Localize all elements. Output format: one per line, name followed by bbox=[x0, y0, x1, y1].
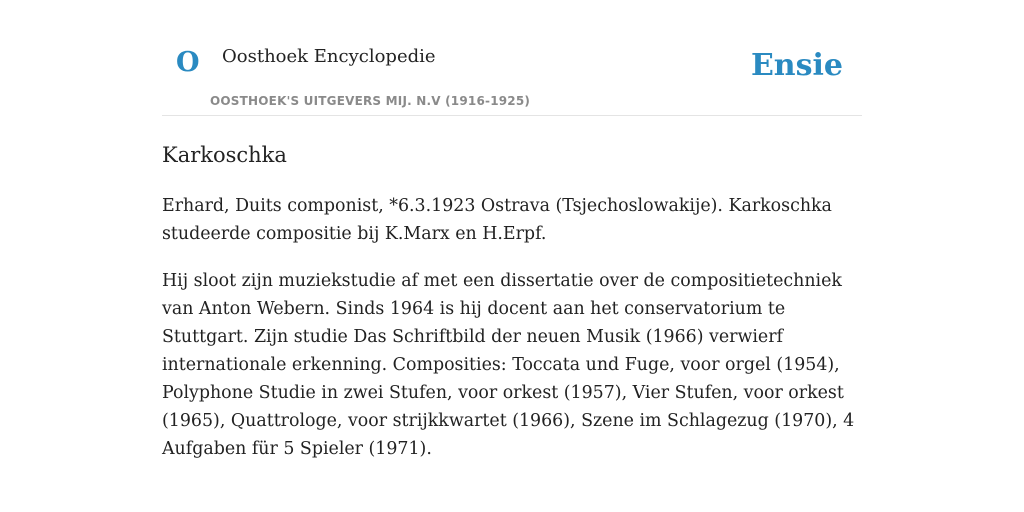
source-header bbox=[162, 0, 862, 116]
entry-paragraph: Hij sloot zijn muziekstudie af met een dissertatie over de compositietechniek van Anton Webern. Sinds 1964 is hij docent aan het conservatorium te Stuttgart. Zijn studie Das Schriftbild der neuen Musik (1966) verwierf internationale erkenning. Composities: Toccata und Fuge, voor orgel (1954), Polyphone Studie in zwei Stufen, voor orkest (1957), Vier Stufen, voor orkest (1965), Quattrologe, voor strijkkwartet (1966), Szene im Schlagezug (1970), 4 Aufgaben für 5 Spieler (1971). bbox=[162, 271, 855, 460]
source-logo[interactable]: O bbox=[176, 47, 200, 78]
ensie-logo-link[interactable]: Ensie bbox=[750, 48, 843, 83]
entry-paragraph: Erhard, Duits componist, *6.3.1923 Ostrava (Tsjechoslowakije). Karkoschka studeerde compositie bij K.Marx en H.Erpf. bbox=[162, 196, 832, 245]
page bbox=[162, 0, 862, 463]
publisher-label: OOSTHOEK'S UITGEVERS MIJ. N.V (1916-1925) bbox=[210, 94, 531, 108]
entry-title: Karkoschka bbox=[162, 143, 287, 167]
source-title-link[interactable]: Oosthoek Encyclopedie bbox=[222, 46, 436, 67]
